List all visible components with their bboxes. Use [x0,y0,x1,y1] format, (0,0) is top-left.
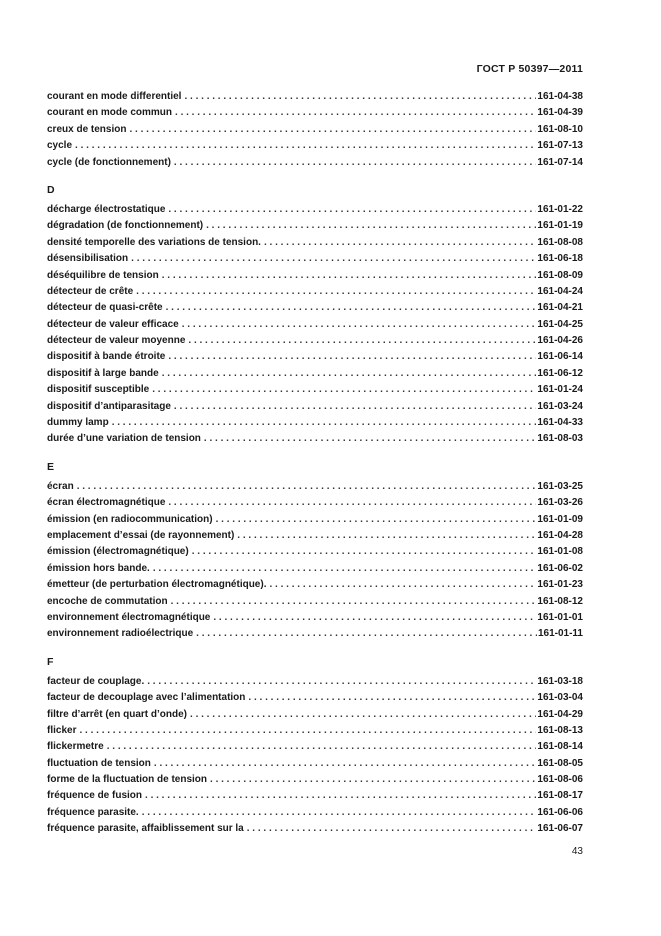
index-term: creux de tension [47,123,127,135]
dot-leader [175,107,536,118]
index-reference: 161-06-18 [537,253,583,265]
index-entry [47,140,583,156]
index-reference: 161-08-08 [537,236,583,248]
dot-leader [182,319,537,330]
index-reference: 161-08-13 [537,724,583,736]
index-reference: 161-03-24 [537,400,583,412]
index-term: émission hors bande. [47,562,150,574]
index-term: dispositif susceptible [47,384,150,396]
dot-leader [174,157,537,168]
index-entry [47,807,583,823]
dot-leader [168,204,536,215]
index-reference: 161-03-04 [537,692,583,704]
index-entry [47,692,583,708]
index-entry [47,497,583,513]
dot-leader [216,514,537,525]
index-entry [47,596,583,612]
dot-leader [77,481,537,492]
index-term: détecteur de valeur efficace [47,318,179,330]
index-entry [47,220,583,236]
index-term: détecteur de quasi-crête [47,302,163,314]
index-entry [47,709,583,725]
index-entry [47,823,583,839]
index-entry [47,563,583,579]
index-term: émetteur (de perturbation électromagnétique). [47,579,267,591]
dot-leader [136,286,536,297]
dot-leader [147,676,536,687]
index-term: désensibilisation [47,253,129,265]
index-term: dispositif d’antiparasitage [47,400,171,412]
dot-leader [168,497,536,508]
dot-leader [190,709,536,720]
dot-leader [188,335,536,346]
dot-leader [248,692,536,703]
index-term: cycle (de fonctionnement) [47,156,171,168]
index-reference: 161-08-14 [537,741,583,753]
dot-leader [210,774,536,785]
dot-leader [166,302,537,313]
index-reference: 161-08-09 [537,269,583,281]
index-term: flicker [47,724,77,736]
index-entry [47,237,583,253]
index-reference: 161-06-02 [537,562,583,574]
section-letter: F [47,655,54,668]
index-entry [47,612,583,628]
index-term: flickermetre [47,741,104,753]
index-entry [47,579,583,595]
index-reference: 161-08-03 [537,433,583,445]
index-reference: 161-07-13 [537,140,583,152]
index-entry [47,302,583,318]
index-entry [47,157,583,173]
index-term: courant en mode commun [47,107,173,119]
dot-leader [107,741,537,752]
index-reference: 161-01-01 [537,611,583,623]
dot-leader [247,823,537,834]
dot-leader [112,417,537,428]
index-term: détecteur de valeur moyenne [47,335,186,347]
index-entry [47,725,583,741]
index-reference: 161-08-06 [537,774,583,786]
index-entry [47,270,583,286]
dot-leader [196,628,537,639]
index-term: facteur de decouplage avec l’alimentation [47,692,246,704]
section-letter: D [47,183,55,196]
index-reference: 161-04-26 [537,335,583,347]
index-reference: 161-08-12 [537,595,583,607]
dot-leader [184,91,536,102]
dot-leader [213,612,536,623]
index-term: dummy lamp [47,417,109,429]
index-reference: 161-06-06 [537,806,583,818]
index-term: cycle [47,140,73,152]
section-letter: E [47,460,55,473]
index-reference: 161-06-14 [537,351,583,363]
index-entry [47,790,583,806]
term-index [47,91,583,840]
dot-leader [162,270,537,281]
index-entry [47,253,583,269]
index-reference: 161-03-26 [537,497,583,509]
index-reference: 161-03-25 [537,480,583,492]
index-term: écran électromagnétique [47,497,166,509]
dot-leader [79,725,536,736]
index-entry [47,319,583,335]
index-reference: 161-04-33 [537,417,583,429]
index-entry [47,335,583,351]
index-entry [47,530,583,546]
index-term: fréquence parasite. [47,806,139,818]
index-entry [47,741,583,757]
index-term: environnement radioélectrique [47,628,194,640]
index-term: décharge électrostatique [47,203,166,215]
dot-leader [162,368,537,379]
dot-leader [142,807,537,818]
index-reference: 161-04-28 [537,529,583,541]
index-term: filtre d’arrêt (en quart d’onde) [47,708,188,720]
index-term: fréquence parasite, affaiblissement sur la [47,823,244,835]
index-term: écran [47,480,74,492]
index-reference: 161-04-38 [537,91,583,102]
index-entry [47,107,583,123]
index-term: émission (électromagnétique) [47,546,189,558]
dot-leader [129,124,536,135]
index-entry [47,758,583,774]
dot-leader [206,220,536,231]
index-reference: 161-08-10 [537,123,583,135]
index-term: dispositif à large bande [47,367,159,379]
index-term: forme de la fluctuation de tension [47,774,208,786]
index-entry [47,368,583,384]
index-entry [47,91,583,107]
index-reference: 161-01-09 [537,513,583,525]
dot-leader [237,530,536,541]
index-term: dégradation (de fonctionnement) [47,220,204,232]
index-entry [47,124,583,140]
dot-leader [131,253,536,264]
index-reference: 161-08-17 [537,790,583,802]
index-reference: 161-06-12 [537,367,583,379]
index-entry [47,204,583,220]
index-reference: 161-06-07 [537,823,583,835]
index-reference: 161-04-24 [537,285,583,297]
dot-leader [75,140,536,151]
index-term: fluctuation de tension [47,757,151,769]
dot-leader [264,237,536,248]
index-reference: 161-01-08 [537,546,583,558]
index-term: durée d’une variation de tension [47,433,201,445]
index-reference: 161-01-11 [537,628,583,640]
index-entry [47,514,583,530]
index-reference: 161-01-24 [537,384,583,396]
index-term: détecteur de crête [47,285,134,297]
page-number: 43 [571,846,583,857]
index-term: facteur de couplage. [47,675,145,687]
dot-leader [171,596,537,607]
index-reference: 161-03-18 [537,675,583,687]
index-entry [47,676,583,692]
index-entry [47,401,583,417]
index-term: densité temporelle des variations de tension. [47,236,261,248]
index-term: encoche de commutation [47,595,168,607]
index-reference: 161-01-23 [537,579,583,591]
index-reference: 161-04-25 [537,318,583,330]
index-entry [47,417,583,433]
dot-leader [204,433,536,444]
standard-header: ГОСТ Р 50397—2011 [476,63,583,75]
index-reference: 161-04-39 [537,107,583,119]
index-term: environnement électromagnétique [47,611,211,623]
index-entry [47,481,583,497]
index-term: emplacement d’essai (de rayonnement) [47,529,235,541]
index-entry [47,351,583,367]
index-entry [47,546,583,562]
index-reference: 161-01-19 [537,220,583,232]
dot-leader [153,563,537,574]
index-reference: 161-08-05 [537,757,583,769]
index-term: émission (en radiocommunication) [47,513,213,525]
index-entry [47,628,583,644]
dot-leader [145,790,536,801]
dot-leader [174,401,536,412]
dot-leader [269,579,536,590]
index-term: fréquence de fusion [47,790,143,802]
dot-leader [192,546,537,557]
index-term: courant en mode differentiel [47,91,182,102]
dot-leader [154,758,537,769]
index-reference: 161-07-14 [537,156,583,168]
index-entry [47,433,583,449]
index-term: dispositif à bande étroite [47,351,166,363]
dot-leader [152,384,536,395]
index-reference: 161-04-29 [537,708,583,720]
index-reference: 161-04-21 [537,302,583,314]
index-term: déséquilibre de tension [47,269,159,281]
index-entry [47,774,583,790]
index-entry [47,286,583,302]
index-entry [47,384,583,400]
dot-leader [168,351,536,362]
index-reference: 161-01-22 [537,203,583,215]
